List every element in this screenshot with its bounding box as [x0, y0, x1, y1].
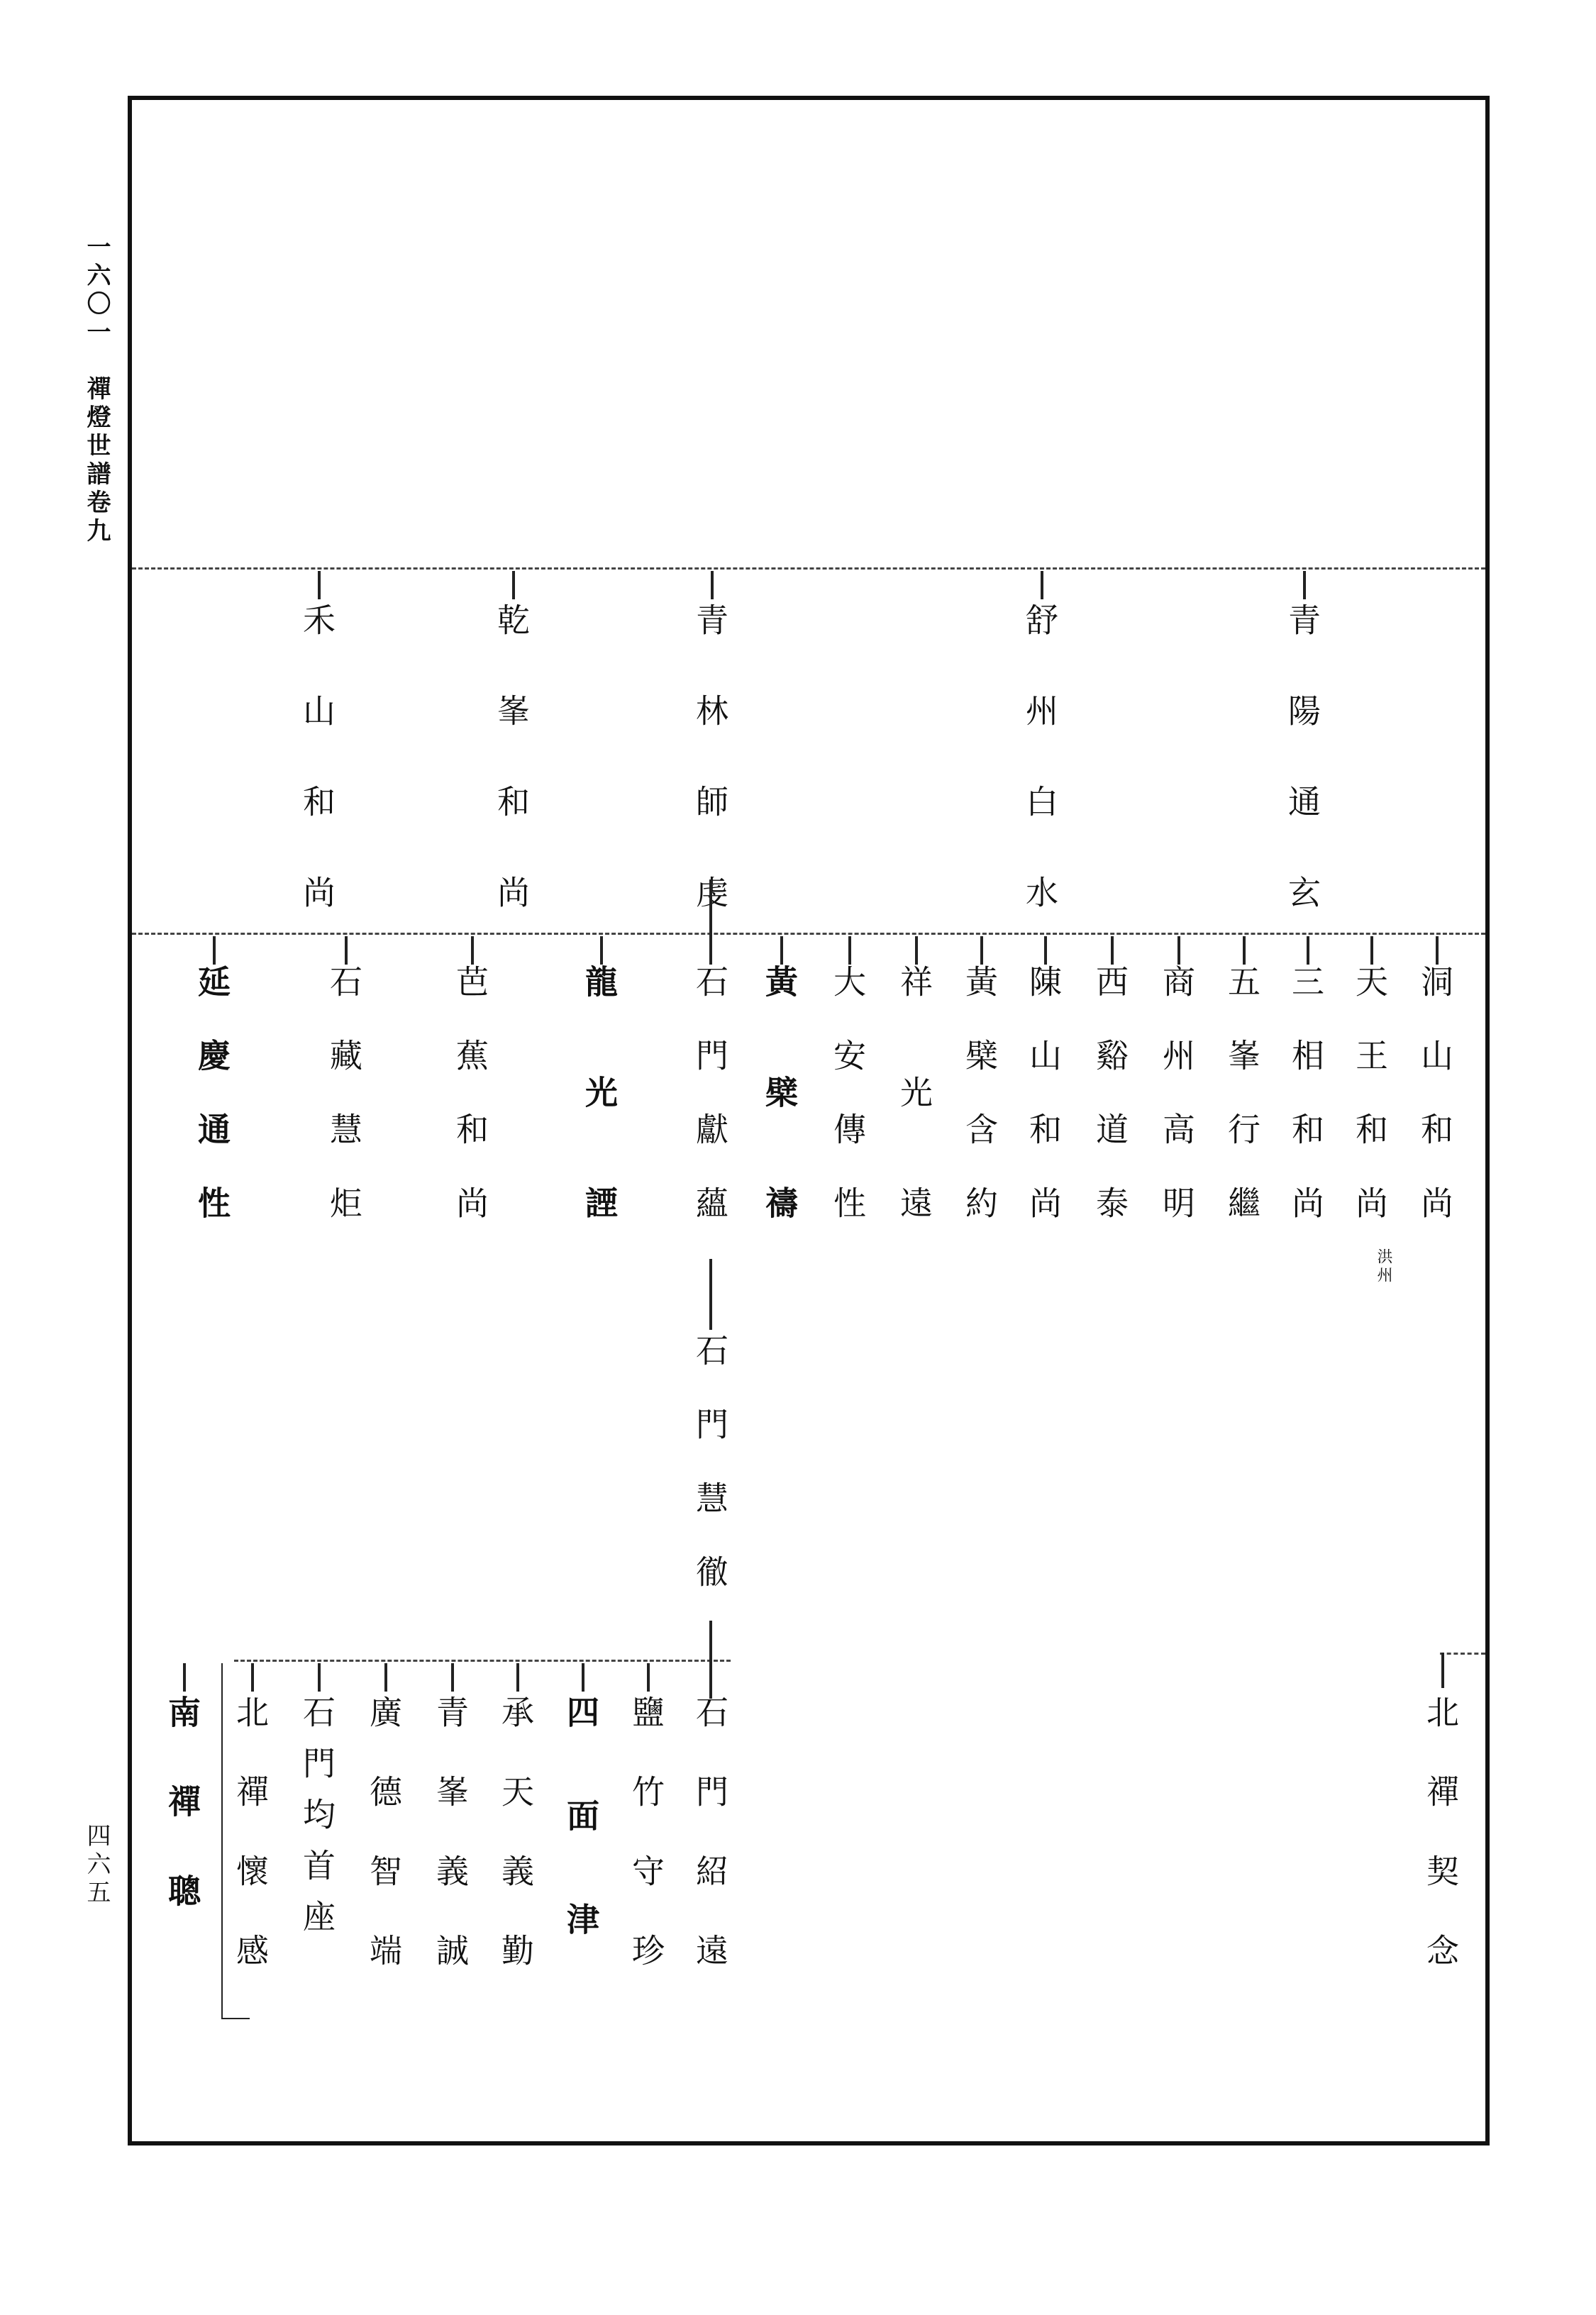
entry-dongshan: 洞山和尚	[1416, 965, 1454, 1260]
tick	[213, 936, 216, 965]
entry-qianfeng: 乾峯和尚	[492, 603, 531, 966]
page-number: 四六五	[82, 1823, 111, 1908]
entry-shangzhou: 商州高明	[1158, 965, 1196, 1260]
tick	[1111, 936, 1114, 965]
entry-beichan-huaigan: 北禪懷感	[231, 1695, 270, 2013]
tick	[1441, 1653, 1444, 1688]
tick	[384, 1663, 387, 1692]
tick	[1307, 936, 1309, 965]
entry-huangbo-hanyue: 黃檗含約	[960, 965, 999, 1260]
tier-line-1	[132, 567, 1485, 570]
entry-tianwang: 天王和尚	[1351, 965, 1389, 1260]
tick	[318, 571, 321, 599]
entry-shuzhou: 舒州白水	[1021, 603, 1059, 966]
connector	[709, 1621, 712, 1699]
entry-qingyang: 青陽通玄	[1283, 603, 1321, 966]
tick	[1436, 936, 1439, 965]
entry-tianwang-note: 洪州	[1375, 1248, 1392, 1285]
tick	[848, 936, 851, 965]
tick	[1370, 936, 1373, 965]
tick	[1044, 936, 1047, 965]
entry-shimen-xianyun: 石門獻蘊	[691, 965, 729, 1260]
entry-sanxiang: 三相和尚	[1287, 965, 1325, 1260]
entry-xiangguang: 祥光遠	[895, 965, 933, 1297]
tick	[1041, 571, 1043, 599]
entry-shizang: 石藏慧炬	[325, 965, 363, 1260]
tick	[1243, 936, 1246, 965]
entry-shimen-shaoyuan: 石門紹遠	[691, 1695, 729, 2013]
bracket	[221, 1663, 223, 2018]
connector	[709, 1259, 712, 1330]
entry-yanqing: 延慶通性	[193, 965, 231, 1260]
entry-bajiao: 芭蕉和尚	[451, 965, 489, 1260]
entry-longguang: 龍光諲	[580, 965, 619, 1297]
entry-shimen-huiche: 石門慧徹	[691, 1333, 729, 1628]
tick	[915, 936, 918, 965]
tier-line-4	[1440, 1653, 1485, 1655]
entry-heshan: 禾山和尚	[298, 603, 336, 966]
tick	[647, 1663, 650, 1692]
tick	[451, 1663, 454, 1692]
tick	[318, 1663, 321, 1692]
connector	[709, 879, 712, 965]
entry-qinglin: 青林師虔	[691, 603, 729, 966]
tick	[512, 571, 515, 599]
tick	[251, 1663, 254, 1692]
tier-line-3	[234, 1660, 731, 1662]
entry-nanchan: 南禪聰	[163, 1695, 201, 1963]
tick	[980, 936, 983, 965]
tick	[516, 1663, 519, 1692]
entry-shimen-jun: 石門均首座	[298, 1695, 336, 1950]
volume-header: 一六〇一 禪燈世譜卷九	[82, 234, 111, 546]
entry-beichan-qinian: 北禪契念	[1422, 1695, 1460, 2013]
tick	[1177, 936, 1180, 965]
tick	[183, 1663, 186, 1692]
entry-daan: 大安傳性	[829, 965, 867, 1260]
entry-xixi: 西谿道泰	[1091, 965, 1129, 1260]
tick	[1303, 571, 1306, 599]
tick	[582, 1663, 584, 1692]
entry-simian: 四面津	[562, 1695, 600, 2006]
entry-chengtian: 承天義勤	[497, 1695, 535, 2013]
entry-yanzhu: 鹽竹守珍	[627, 1695, 665, 2013]
entry-guangde: 廣德智端	[365, 1695, 403, 2013]
entry-wufeng: 五峯行繼	[1223, 965, 1261, 1260]
entry-huangbo-dao: 黃檗禱	[760, 965, 799, 1297]
tick	[471, 936, 474, 965]
tick	[780, 936, 783, 965]
tick	[711, 571, 714, 599]
tick	[600, 936, 603, 965]
bracket-foot	[221, 2018, 250, 2019]
entry-qingfeng: 青峯義誠	[431, 1695, 470, 2013]
entry-chenshan: 陳山和尚	[1024, 965, 1063, 1260]
tick	[345, 936, 348, 965]
